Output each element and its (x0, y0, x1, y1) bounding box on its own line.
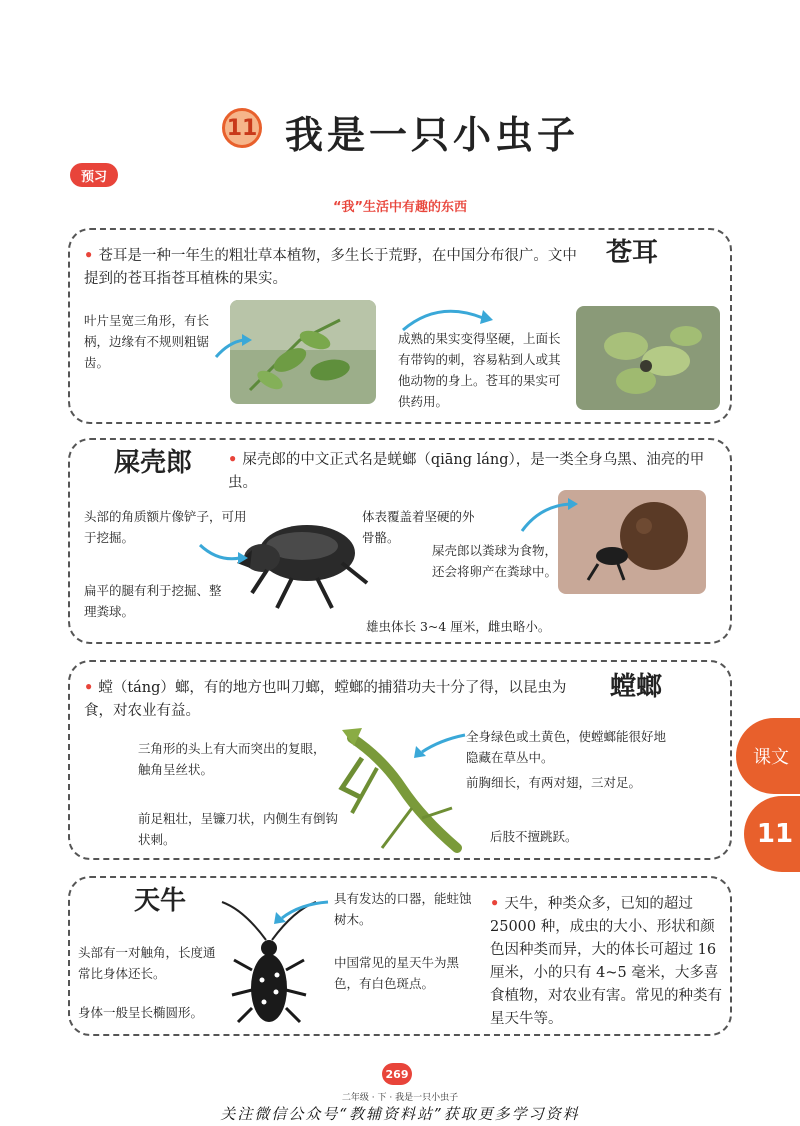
dung-beetle-body-note: 体表覆盖着坚硬的外骨骼。 (362, 509, 475, 545)
page-number: 269 (382, 1063, 412, 1085)
side-tab-number: 11 (744, 796, 800, 872)
page-footer: 二年级 · 下 · 我是一只小虫子 (341, 1093, 459, 1103)
longhorn-mouth-arrow (270, 896, 330, 926)
mantis-color-arrow (410, 730, 470, 760)
cocklebur-fruit-note: 成熟的果实变得坚硬，上面长有带钩的刺，容易粘到人或其他动物的身上。苍耳的果实可供药用。 (398, 331, 561, 409)
lesson-title: 我是一只小虫子 (285, 112, 580, 157)
watermark-text: 关注微信公众号“教辅资料站”获取更多学习资料 (220, 1105, 580, 1123)
cocklebur-leaf-arrow (214, 332, 254, 362)
longhorn-description: • 天牛，种类众多，已知的超过 25000 种，成虫的大小、形状和颜色因种类而异，大的体长可超过 16 厘米，小的只有 4~5 毫米，大多喜食植物，对农业有害。常见的种类有星天牛等。 (490, 895, 722, 1027)
longhorn-mouth-note: 具有发达的口器，能蛀蚀树木。 (334, 891, 472, 927)
cocklebur-fruit-image (576, 306, 720, 410)
mantis-description: • 螳（táng）螂，有的地方也叫刀螂，螳螂的捕猎功夫十分了得，以昆虫为食，对农业有益。 (84, 679, 567, 719)
lesson-number-badge: 11 (222, 108, 262, 148)
dung-beetle-head-arrow (198, 540, 248, 570)
dung-beetle-head-note: 头部的角质额片像铲子，可用于挖掘。 (84, 509, 247, 545)
dung-ball-arrow (520, 496, 580, 536)
longhorn-star-note: 中国常见的星天牛为黑色，有白色斑点。 (334, 955, 460, 991)
cocklebur-leaf-note: 叶片呈宽三角形，有长柄，边缘有不规则粗锯齿。 (84, 313, 210, 370)
dung-beetle-legs-note: 扁平的腿有利于挖掘、整理粪球。 (84, 583, 222, 619)
longhorn-name: 天牛 (128, 880, 192, 917)
cocklebur-description: • 苍耳是一种一年生的粗壮草本植物，多生长于荒野，在中国分布很广。文中提到的苍耳指苍耳植株的果实。 (84, 247, 577, 287)
mantis-color-note: 全身绿色或土黄色，使螳螂能很好地隐藏在草丛中。 (466, 729, 667, 765)
mantis-hindlegs-note: 后肢不擅跳跃。 (490, 829, 578, 844)
longhorn-body-note: 身体一般呈长椭圆形。 (78, 1005, 204, 1020)
dung-beetle-size-note: 雄虫体长 3~4 厘米，雌虫略小。 (366, 619, 551, 634)
cocklebur-fruit-photo (576, 306, 720, 410)
dung-beetle-description: • 屎壳郎的中文正式名是蜣螂（qiāng láng），是一类全身乌黑、油亮的甲虫。 (228, 451, 705, 491)
dung-ball-photo (558, 490, 706, 594)
mantis-name: 螳螂 (604, 666, 668, 703)
dung-beetle-name: 屎壳郎 (108, 442, 198, 479)
side-tab-label: 课文 (736, 718, 800, 794)
section-subtitle: “我”生活中有趣的东西 (332, 200, 468, 215)
longhorn-antenna-note: 头部有一对触角，长度通常比身体还长。 (78, 945, 216, 981)
mantis-thorax-note: 前胸细长，有两对翅，三对足。 (466, 775, 642, 790)
preview-badge: 预习 (70, 163, 118, 187)
cocklebur-name: 苍耳 (600, 232, 664, 269)
dung-beetle-ball-note: 屎壳郎以粪球为食物，还会将卵产在粪球中。 (432, 543, 558, 579)
mantis-head-note: 三角形的头上有大而突出的复眼，触角呈丝状。 (138, 741, 326, 777)
mantis-forelegs-note: 前足粗壮，呈镰刀状，内侧生有倒钩状刺。 (138, 811, 339, 847)
dung-ball-image (558, 490, 706, 594)
